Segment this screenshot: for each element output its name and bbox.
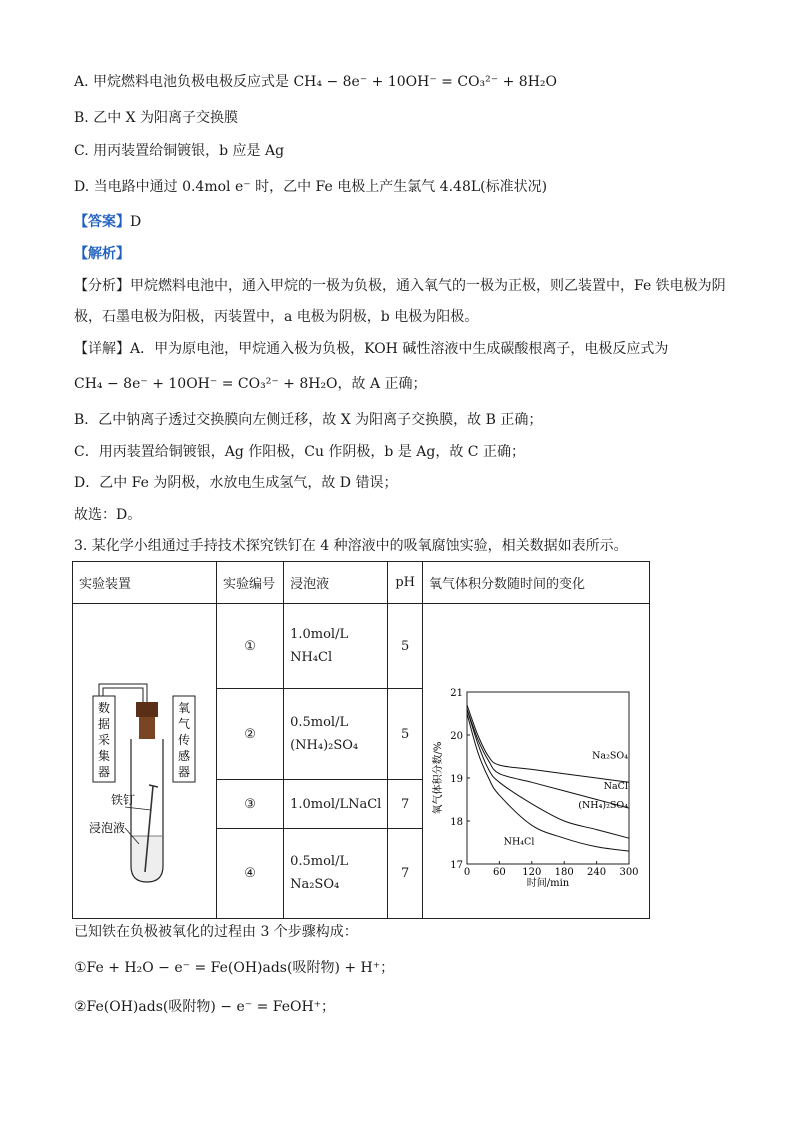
solution-cell [284,604,388,689]
solute: (NH₄)₂SO₄ [290,738,359,754]
table-header: pH [388,562,423,604]
collector-char: 据 [97,717,111,731]
collector-char: 器 [97,765,111,779]
collector-char: 数 [97,701,111,715]
step-1: ①Fe + H₂O − e⁻ = Fe(OH)ads(吸附物) + H⁺； [74,960,395,976]
y-tick-label: 18 [450,817,463,828]
analysis-header: 【解析】 [74,246,130,262]
series-label: NaCl [603,780,628,792]
series-label: (NH₄)₂SO₄ [578,800,628,812]
y-tick-label: 20 [450,731,463,742]
x-tick-label: 300 [619,867,639,878]
x-axis-label: 时间/min [526,878,570,889]
table-header: 实验装置 [73,562,217,604]
sensor-char: 传 [177,733,191,747]
stopper-top [136,702,158,717]
exp-id: ④ [217,828,284,918]
x-tick-label: 240 [587,867,607,878]
answer-line [74,212,141,232]
table-header: 氧气体积分数随时间的变化 [422,562,649,604]
sensor-char: 器 [177,765,191,779]
table-header: 实验编号 [217,562,284,604]
concentration: 0.5mol/L [290,715,349,731]
liquid-label: 浸泡液 [89,821,126,835]
analysis-line-1: 【分析】甲烷燃料电池中，通入甲烷的一极为负极，通入氧气的一极为正极，则乙装置中，Fe 铁电极为阴 [74,278,726,294]
analysis-line-4: CH₄ − 8e⁻ + 10OH⁻ = CO₃²⁻ + 8H₂O，故 A 正确； [74,376,427,392]
analysis-line-5: B．乙中钠离子透过交换膜向左侧迁移，故 X 为阳离子交换膜，故 B 正确； [74,412,543,428]
y-tick-label: 17 [450,860,463,871]
solution-cell [284,828,388,918]
plot-frame [467,692,629,864]
exp-id: ② [217,689,284,780]
wire [99,684,147,702]
exp-id: ① [217,604,284,689]
answer-value: D [130,214,142,230]
chart-cell [422,604,649,919]
apparatus-diagram [73,604,216,914]
nail-pointer [125,807,151,810]
series-label: Na₂SO₄ [592,750,628,762]
analysis-line-8: 故选：D。 [74,507,142,523]
series-line-0 [467,705,629,782]
concentration: 1.0mol/L [290,627,349,643]
step-2: ②Fe(OH)ads(吸附物) − e⁻ = FeOH⁺； [74,999,336,1015]
solute: NH₄Cl [290,650,333,666]
concentration: 1.0mol/LNaCl [290,796,382,812]
ph-value: 7 [388,780,423,829]
analysis-line-2: 极，石墨电极为阳极，丙装置中，a 电极为阴极，b 电极为阳极。 [74,309,479,325]
answer-label: 【答案】 [74,214,130,230]
ph-value: 7 [388,828,423,918]
y-axis-label: 氧气体积分数/% [432,741,444,815]
sensor-char: 感 [177,749,191,763]
y-tick-label: 19 [450,774,463,785]
concentration: 0.5mol/L [290,854,349,870]
y-tick-label: 21 [450,688,463,699]
ph-value: 5 [388,604,423,689]
oxygen-chart [423,604,649,914]
analysis-line-3: 【详解】A．甲为原电池，甲烷通入极为负极，KOH 碱性溶液中生成碳酸根离子，电极反应式为 [74,341,669,357]
stopper [139,717,155,739]
nail-label: 铁钉 [111,793,136,807]
collector-char: 采 [97,733,111,747]
option-a: A. 甲烷燃料电池负极电极反应式是 CH₄ − 8e⁻ + 10OH⁻ = CO₃²⁻ + 8H₂O [74,74,557,90]
option-d: D. 当电路中通过 0.4mol e⁻ 时，乙中 Fe 电极上产生氯气 4.48L(标准状况) [74,179,548,195]
option-b: B. 乙中 X 为阳离子交换膜 [74,110,239,126]
solution-cell [284,689,388,780]
nail-head [149,785,158,787]
sensor-char: 气 [177,717,191,731]
option-c: C. 用丙装置给铜镀银，b 应是 Ag [74,143,285,159]
solution-cell [284,780,388,829]
analysis-line-7: D．乙中 Fe 为阴极，水放电生成氢气，故 D 错误； [74,475,398,491]
analysis-line-6: C．用丙装置给铜镀银，Ag 作阳极，Cu 作阴极，b 是 Ag，故 C 正确； [74,444,525,460]
collector-char: 集 [97,749,111,763]
table-header: 浸泡液 [284,562,388,604]
x-tick-label: 180 [554,867,574,878]
series-label: NH₄Cl [503,836,535,848]
solute: Na₂SO₄ [290,877,340,893]
exp-id: ③ [217,780,284,829]
wire [103,688,143,702]
x-tick-label: 120 [522,867,542,878]
x-tick-label: 0 [463,867,471,878]
series-line-2 [467,709,629,838]
sensor-char: 氧 [177,701,191,715]
apparatus-cell [73,604,217,919]
ph-value: 5 [388,689,423,780]
x-tick-label: 60 [493,867,506,878]
table-row [73,604,650,689]
known-text: 已知铁在负极被氧化的过程由 3 个步骤构成： [74,924,358,940]
table-header-row [73,562,650,604]
experiment-table [72,561,650,919]
question-3: 3. 某化学小组通过手持技术探究铁钉在 4 种溶液中的吸氧腐蚀实验，相关数据如表所示。 [74,538,628,554]
